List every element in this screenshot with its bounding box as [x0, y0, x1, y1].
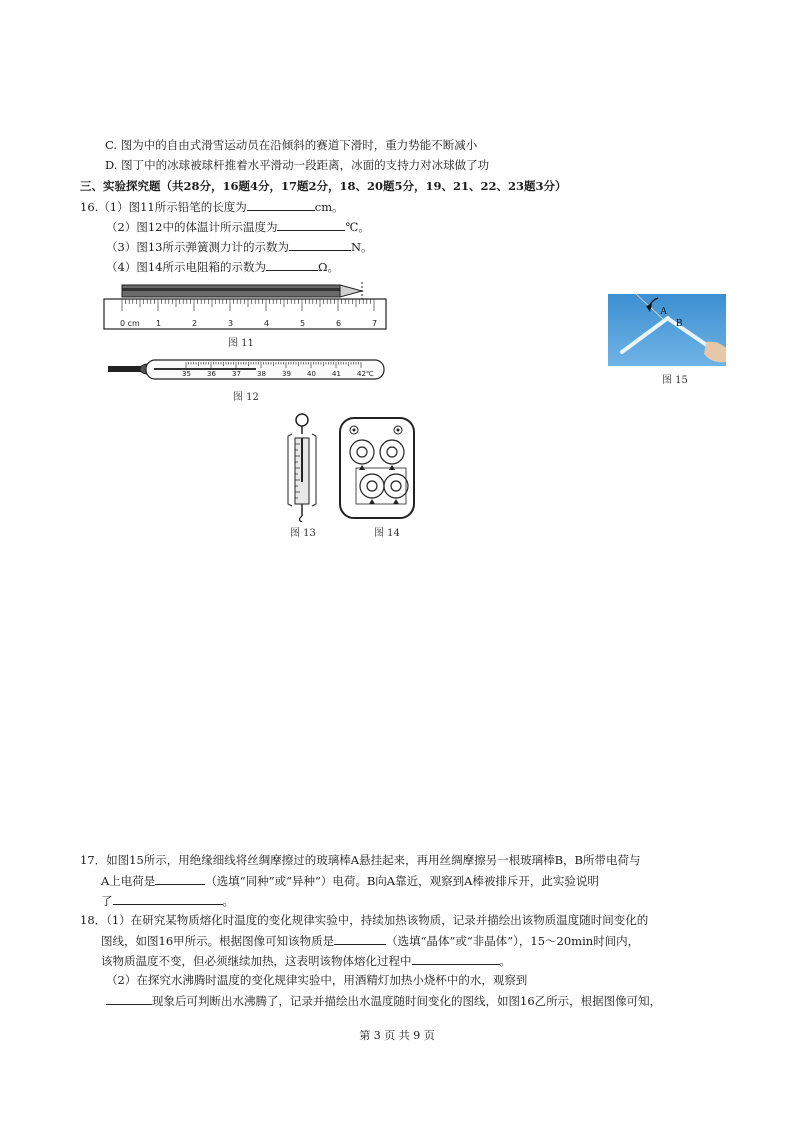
- ruler-label: 2: [192, 319, 198, 328]
- ruler-label: 6: [336, 319, 342, 328]
- q18-line3: [101, 952, 511, 969]
- q17-line3-text: 了: [101, 894, 113, 908]
- q17-line2-rest: （选填“同种”或“异种”）电荷。B向A靠近，观察到A棒被排斥开，此实验说明: [205, 874, 599, 888]
- q16-part3: [106, 238, 373, 255]
- figure-12-thermometer: [106, 358, 388, 382]
- label-b: B: [676, 318, 683, 329]
- thermo-label: 35: [182, 370, 191, 378]
- answer-blank[interactable]: [412, 952, 500, 965]
- q18-line2-rest: （选填“晶体”或“非晶体”），15～20min时间内，: [386, 934, 640, 948]
- q16-part4-text: （4）图14所示电阻箱的示数为: [106, 260, 266, 274]
- figure-14-resistance-box: [338, 416, 416, 520]
- q17-line1: 17．如图15所示，用绝缘细线将丝绸摩擦过的玻璃棒A悬挂起来，再用丝绸摩擦另一根玻璃棒B，B所带电荷与: [80, 853, 641, 867]
- thermo-label: 40: [307, 370, 316, 378]
- ruler-label: 0 cm: [120, 319, 140, 328]
- q18-line5-text: 现象后可判断出水沸腾了，记录并描绘出水温度随时间变化的图线，如图16乙所示，根据图像可知，: [152, 994, 662, 1008]
- q16-part3-text: （3）图13所示弹簧测力计的示数为: [106, 240, 289, 254]
- q17-line3: [101, 892, 234, 909]
- ruler-label: 7: [372, 319, 378, 328]
- label-a: A: [660, 306, 668, 317]
- q16-part4-unit: Ω。: [317, 260, 339, 274]
- figure-15-caption: 图 15: [662, 375, 688, 386]
- figure-11-caption: 图 11: [228, 338, 254, 349]
- thermo-label: 42℃: [357, 370, 374, 378]
- answer-blank[interactable]: [106, 992, 152, 1005]
- thermo-label: 36: [207, 370, 216, 378]
- option-d: D. 图丁中的冰球被球杆推着水平滑动一段距离，冰面的支持力对冰球做了功: [105, 158, 490, 172]
- figure-12-caption: 图 12: [233, 392, 259, 403]
- option-c: C. 图为中的自由式滑雪运动员在沿倾斜的赛道下滑时，重力势能不断减小: [105, 138, 478, 152]
- thermo-label: 39: [282, 370, 291, 378]
- answer-blank[interactable]: [266, 258, 318, 271]
- section-heading: 三、实验探究题（共28分，16题4分，17题2分，18、20题5分，19、21、22、23题3分）: [80, 179, 567, 193]
- thermo-label: 37: [232, 370, 241, 378]
- q16-part2-unit: ℃。: [345, 220, 370, 234]
- figure-13-spring-scale: [284, 412, 324, 522]
- figure-13-caption: 图 13: [290, 528, 316, 539]
- q18-line2: [101, 932, 639, 949]
- ruler-label: 3: [228, 319, 234, 328]
- q17-line2: [101, 872, 599, 889]
- ruler-label: 1: [156, 319, 162, 328]
- q18-line4: （2）在探究水沸腾时温度的变化规律实验中，用酒精灯加热小烧杯中的水，观察到: [106, 973, 528, 987]
- answer-blank[interactable]: [334, 932, 386, 945]
- q16-part4: [106, 258, 339, 275]
- q17-line3-end: 。: [222, 894, 234, 908]
- thermo-label: 38: [257, 370, 266, 378]
- q16-part1-text: 16.（1）图11所示铅笔的长度为: [80, 200, 247, 214]
- q18-line1: 18．（1）在研究某物质熔化时温度的变化规律实验中，持续加热该物质，记录并描绘出该物质温度随时间变化的: [80, 913, 649, 927]
- q16-part2-text: （2）图12中的体温计所示温度为: [106, 220, 278, 234]
- q16-part2: [106, 218, 370, 235]
- thermo-label: 41: [332, 370, 341, 378]
- answer-blank[interactable]: [155, 872, 205, 885]
- page-footer: 第 3 页 共 9 页: [359, 1029, 435, 1042]
- figure-14-caption: 图 14: [374, 528, 400, 539]
- figure-15-photo: [608, 294, 726, 366]
- q18-line2-text: 图线，如图16甲所示。根据图像可知该物质是: [101, 934, 335, 948]
- ruler-label: 4: [264, 319, 270, 328]
- answer-blank[interactable]: [277, 218, 345, 231]
- q18-line3-end: 。: [499, 954, 511, 968]
- q18-line5: [106, 992, 661, 1009]
- answer-blank[interactable]: [247, 198, 315, 211]
- figure-11-ruler: [100, 282, 390, 334]
- q16-part1-unit: cm。: [314, 200, 344, 214]
- q18-line3-text: 该物质温度不变，但必须继续加热，这表明该物体熔化过程中: [101, 954, 412, 968]
- q16-part1: [80, 198, 344, 215]
- answer-blank[interactable]: [113, 892, 223, 905]
- q16-part3-unit: N。: [350, 240, 373, 254]
- ruler-label: 5: [300, 319, 306, 328]
- q17-line2-text: A上电荷是: [101, 874, 156, 888]
- answer-blank[interactable]: [289, 238, 351, 251]
